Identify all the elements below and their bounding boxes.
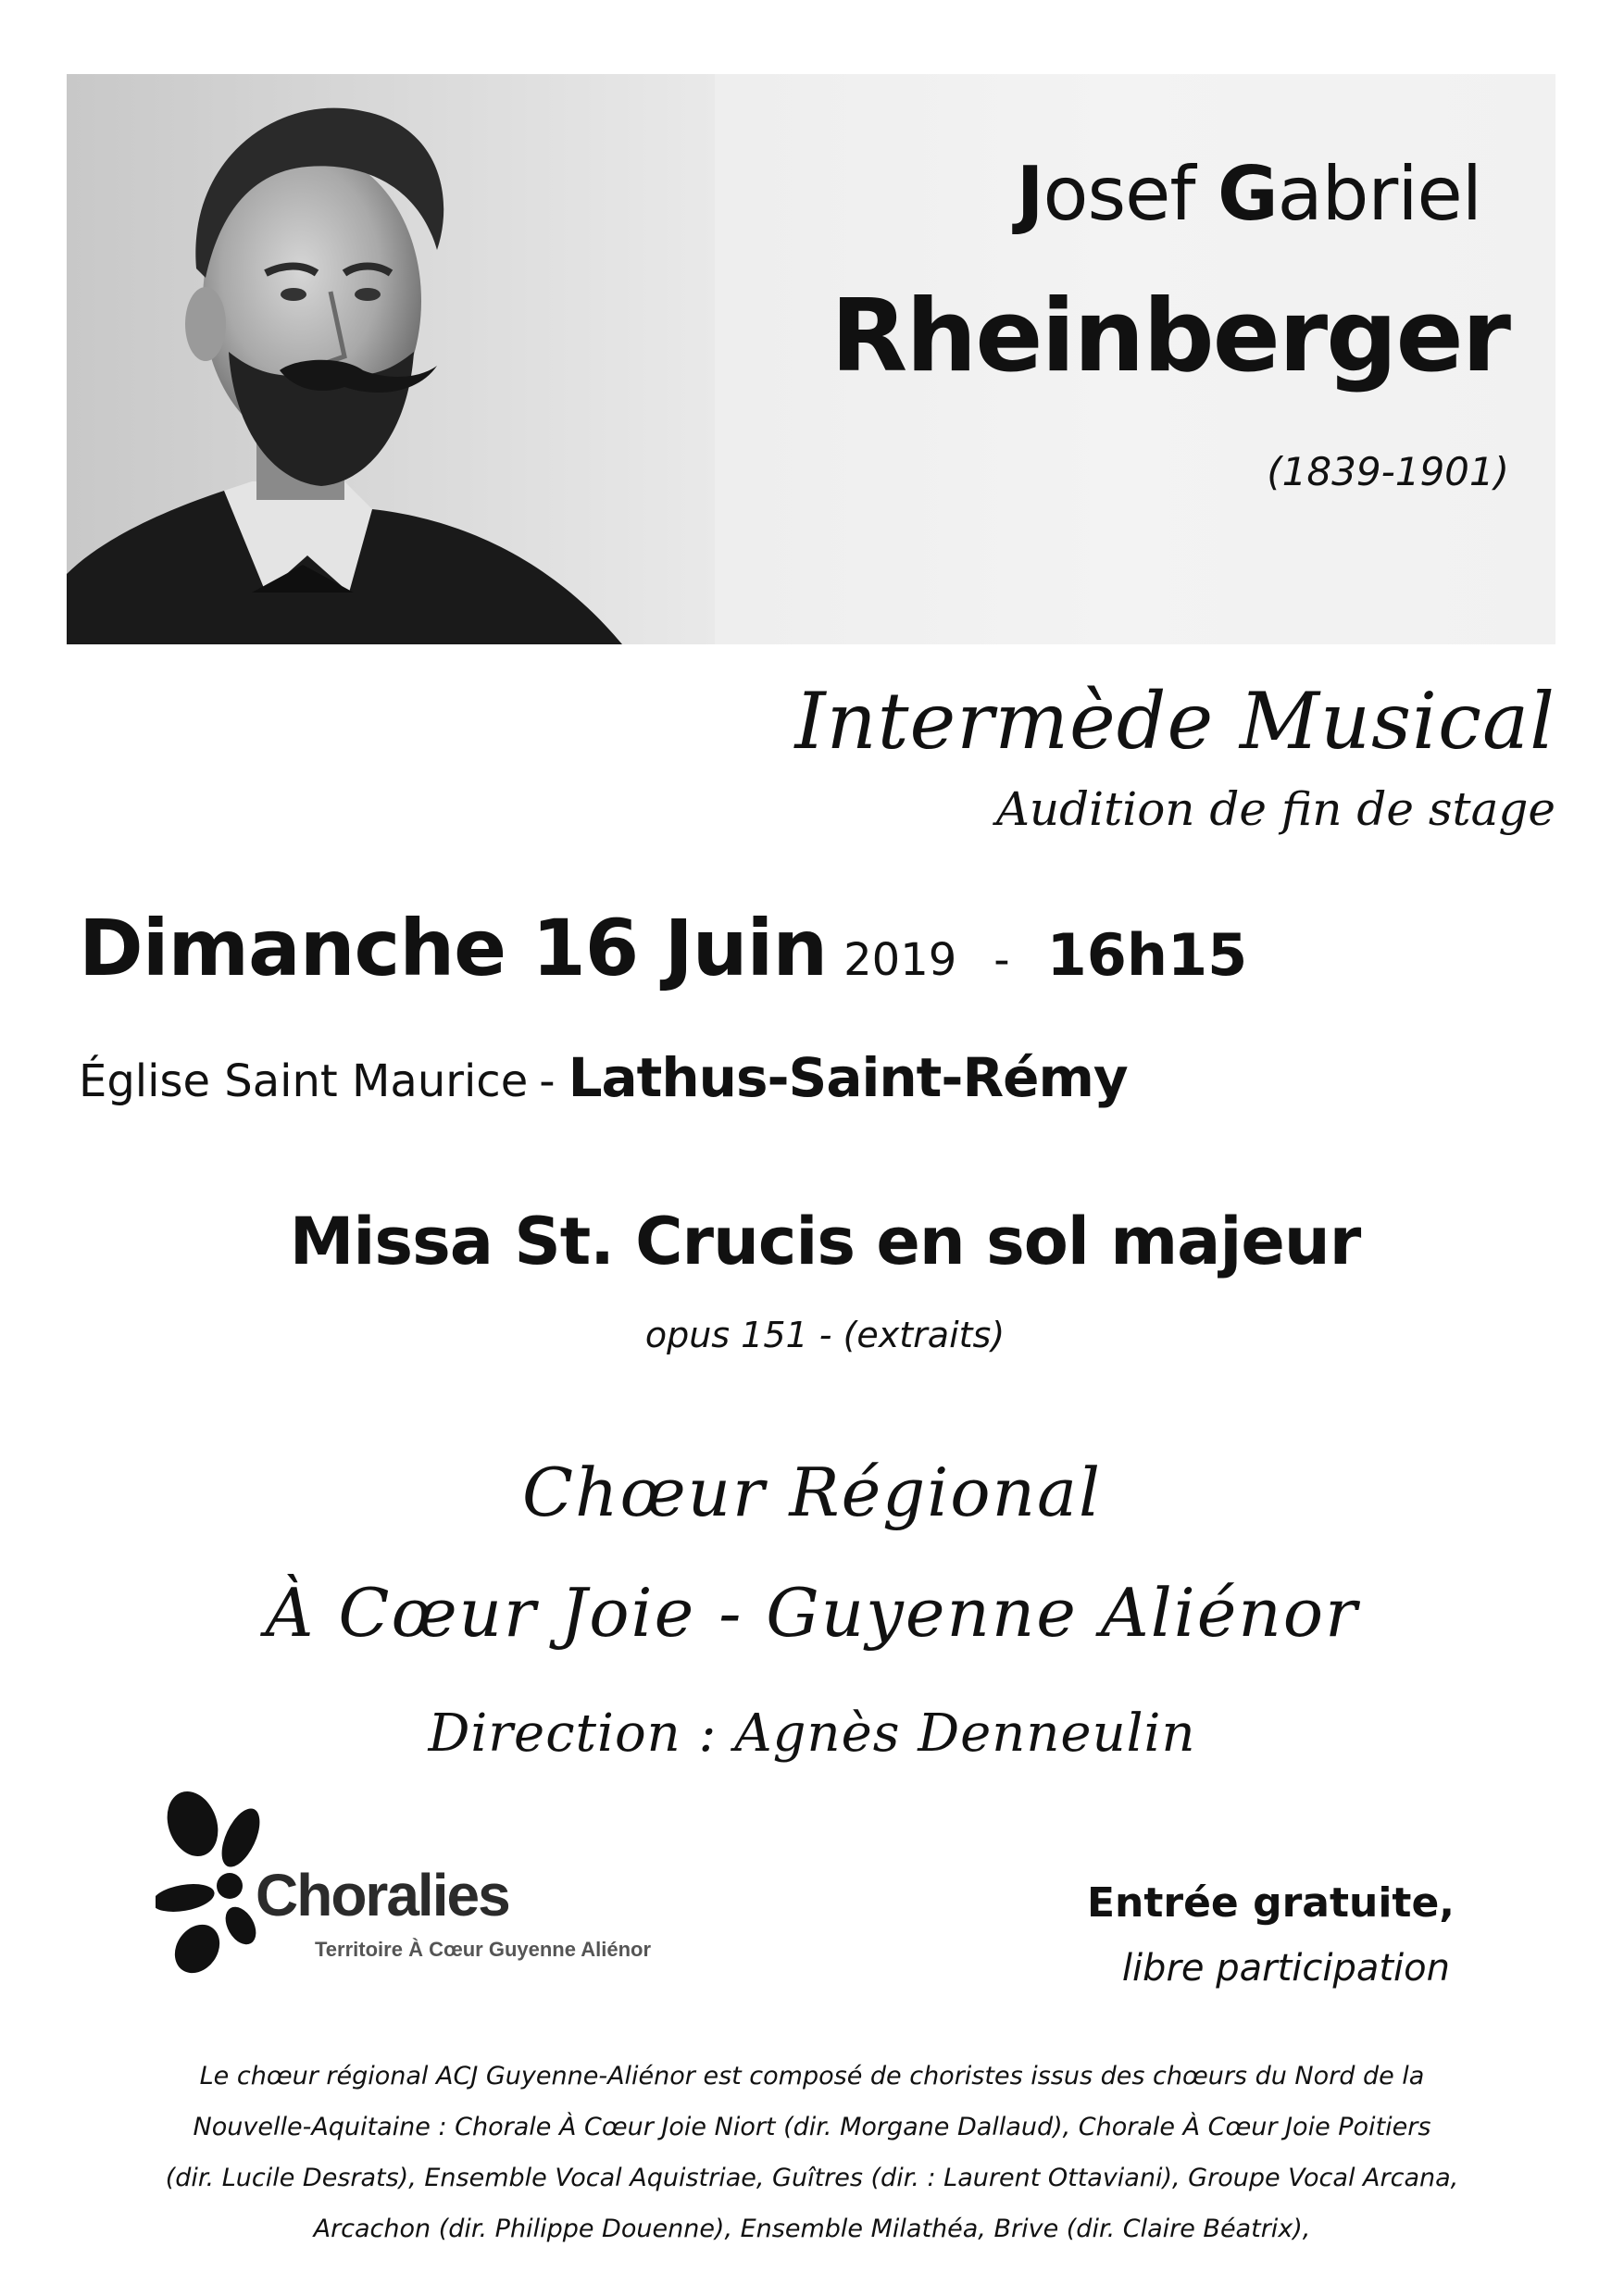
event-date-year: 2019 bbox=[843, 934, 957, 986]
choir-name-line-1: Chœur Régional bbox=[522, 1454, 1102, 1531]
venue-name: Église Saint Maurice bbox=[79, 1055, 529, 1107]
footer-note-line: (dir. Lucile Desrats), Ensemble Vocal Aquistriae, Guîtres (dir. : Laurent Ottaviani), Groupe Vocal Arcana, bbox=[165, 2164, 1459, 2192]
event-venue-line bbox=[79, 1046, 1128, 1109]
choir-director: Direction : Agnès Denneulin bbox=[428, 1703, 1196, 1764]
composer-last-name: Rheinberger bbox=[831, 279, 1509, 394]
work-opus: opus 151 - (extraits) bbox=[644, 1315, 1006, 1355]
header-photo-band bbox=[67, 74, 1555, 644]
entry-title: Entrée gratuite, bbox=[1086, 1879, 1455, 1927]
footer-note-line: Le chœur régional ACJ Guyenne-Aliénor est composé de choristes issus des chœurs du Nord de la bbox=[199, 2062, 1425, 2090]
event-date-day: Dimanche 16 Juin bbox=[79, 903, 828, 993]
choralies-logo-tagline: Territoire À Cœur Guyenne Aliénor bbox=[315, 1938, 652, 1961]
footer-note-line: Nouvelle-Aquitaine : Chorale À Cœur Joie Niort (dir. Morgane Dallaud), Chorale À Cœur Joie Poitiers bbox=[193, 2113, 1431, 2141]
event-title: Intermède Musical bbox=[794, 676, 1555, 767]
venue-town: Lathus-Saint-Rémy bbox=[568, 1046, 1128, 1109]
composer-dates: (1839-1901) bbox=[1267, 449, 1509, 494]
composer-first-names: Josef Gabriel bbox=[1016, 151, 1481, 237]
work-title: Missa St. Crucis en sol majeur bbox=[289, 1204, 1361, 1279]
composer-portrait-photo bbox=[67, 74, 715, 644]
event-subtitle: Audition de fin de stage bbox=[995, 782, 1555, 836]
event-time: 16h15 bbox=[1046, 921, 1248, 989]
entry-subtitle: libre participation bbox=[1121, 1947, 1450, 1990]
choralies-logo-word: Choralies bbox=[256, 1862, 509, 1928]
venue-separator: - bbox=[539, 1055, 556, 1107]
footer-note-line: Arcachon (dir. Philippe Douenne), Ensemble Milathéa, Brive (dir. Claire Béatrix), bbox=[313, 2215, 1311, 2243]
footer-note bbox=[139, 2051, 1485, 2254]
choir-name-line-2: À Cœur Joie - Guyenne Aliénor bbox=[265, 1574, 1359, 1652]
event-date-line bbox=[79, 903, 1247, 993]
date-separator: - bbox=[993, 934, 1010, 986]
